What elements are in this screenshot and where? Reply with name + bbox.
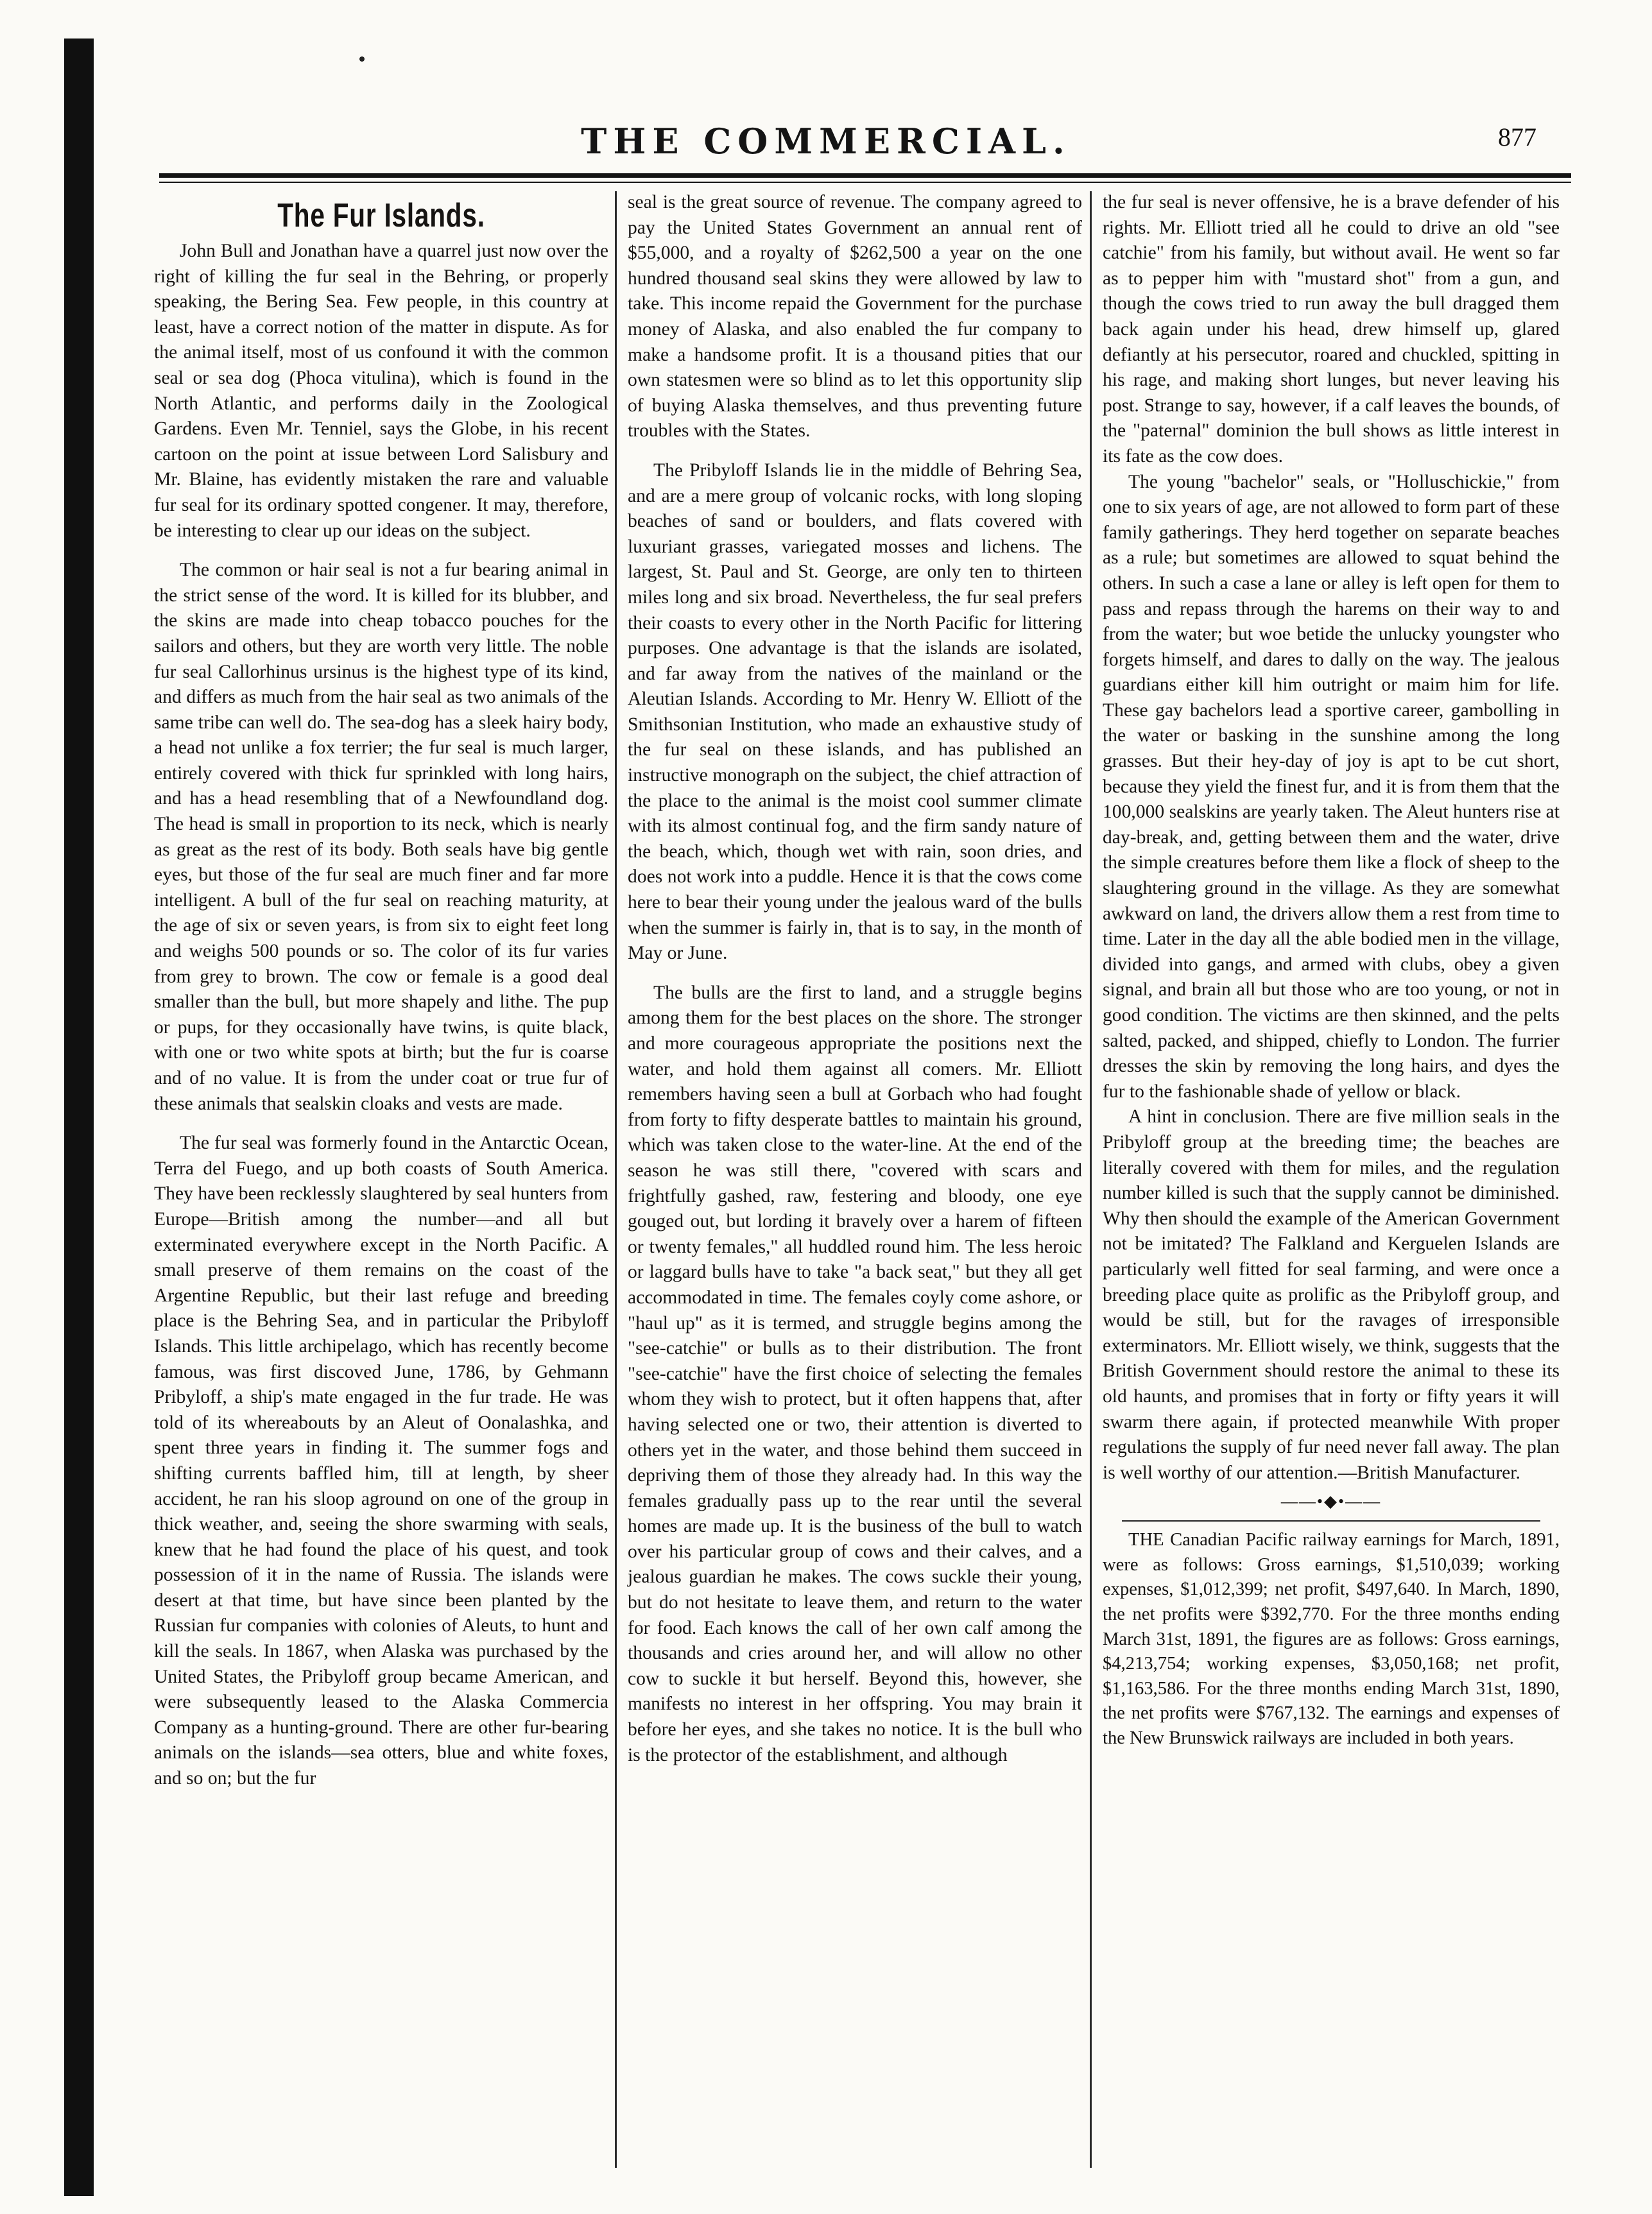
paragraph: John Bull and Jonathan have a quarrel just now over the right of killing the fur seal in the Behring, or properly speaking, the Bering Sea. Few people, in this country at least, have a correct notion of the matter in dispute. As for the animal itself, most of us confound it with the common seal or sea dog (Phoca vitulina), which is found in the North Atlantic, and performs daily in the Zoological Gardens. Even Mr. Tenniel, says the Globe, in his recent cartoon on the point at issue between Lord Salisbury and Mr. Blaine, has evidently mistaken the rare and valuable fur seal for its ordinary spotted congener. It may, therefore, be interesting to clear up our ideas on the subject.: [154, 241, 608, 541]
scan-speck: [359, 56, 365, 62]
paragraph: The common or hair seal is not a fur bearing animal in the strict sense of the word. It is killed for its blubber, and the skins are made into cheap tobacco pouches for the sailors and others, but they are worth very little. The noble fur seal Callorhinus ursinus is the highest type of its kind, and differs as much from the hair seal as two animals of the same tribe can well do. The sea-dog has a sleek hairy body, a head not unlike a fox terrier; the fur seal is much larger, entirely covered with thick fur sprinkled with long hairs, and has a head resembling that of a Newfoundland dog. The head is small in proportion to its neck, which is nearly as great as the rest of its body. Both seals have big gentle eyes, but those of the fur seal are much finer and far more intelligent. A bull of the fur seal on reaching maturity, at the age of six or seven years, is from six to eight feet long and weighs 500 pounds or so. The color of its fur varies from grey to brown. The cow or female is a good deal smaller than the bull, but more shapely and lithe. The pup or pups, for they occasionally have twins, is quite black, with one or two white spots at birth; but the fur is coarse and of no value. It is from the under coat or true fur of these animals that sealskin cloaks and vests are made.: [154, 560, 608, 1114]
column-3: [1103, 190, 1560, 1751]
header-rule-thick: [159, 173, 1571, 178]
page-number: 877: [1498, 123, 1536, 151]
paragraph: The Pribyloff Islands lie in the middle of Behring Sea, and are a mere group of volcanic rocks, with long sloping beaches of sand or boulders, and flats covered with luxuriant grasses, variegated mosses and lichens. The largest, St. Paul and St. George, are only ten to thirteen miles long and six broad. Nevertheless, the fur seal prefers their coasts to every other in the North Pacific for littering purposes. One advantage is that the islands are isolated, and far away from the natives of the mainland or the Aleutian Islands. According to Mr. Henry W. Elliott of the Smithsonian Institution, who made an exhaustive study of the fur seal on these islands, and has published an instructive monograph on the subject, the chief attraction of the place to the animal is the moist cool summer climate with its almost continual fog, and the firm sandy nature of the beach, which, though wet with rain, soon dries, and does not work into a puddle. Hence it is that the cows come here to bear their young under the jealous ward of the bulls when the summer is fairly in, that is to say, in the month of May or June.: [628, 459, 1082, 964]
paragraph: THE Canadian Pacific railway earnings for March, 1891, were as follows: Gross earnings, $1,510,039; working expenses, $1,012,399; net profit, $497,640. In March, 1890, the net profits were $392,770. For the three months ending March 31st, 1891, the figures are as follows: Gross earnings, $4,213,754; working expenses, $3,050,168; net profit, $1,163,586. For the three months ending March 31st, 1890, the net profits were $767,132. The earnings and expenses of the New Brunswick railways are included in both years.: [1103, 1530, 1560, 1749]
section-ornament: ——•◆•——: [1280, 1492, 1382, 1511]
column-divider-1: [615, 191, 617, 2168]
section-rule: [1122, 1520, 1540, 1522]
paragraph: The fur seal was formerly found in the Antarctic Ocean, Terra del Fuego, and up both coasts of South America. They have been recklessly slaughtered by seal hunters from Europe—British among the number—and all but exterminated everywhere except in the North Pacific. A small preserve of them remains on the coast of the Argentine Republic, but their last refuge and breeding place is the Behring Sea, and in particular the Pribyloff Islands. This little archipelago, which has recently become famous, was first discoved June, 1786, by Gehmann Pribyloff, a ship's mate engaged in the fur trade. He was told of its whereabouts by an Aleut of Oonalashka, and spent three years in finding it. The summer fogs and shifting currents baffled him, till at length, by sheer accident, he ran his sloop aground on one of the group in thick weather, and, seeing the shore swarming with seals, knew that he had found the place of his quest, and took possession of it in the name of Russia. The islands were desert at that time, but have since been planted by the Russian fur companies with colonies of Aleuts, to hunt and kill the seals. In 1867, when Alaska was purchased by the United States, the Pribyloff group became American, and were subsequently leased to the Alaska Commercia Company as a hunting-ground. There are other fur-bearing animals on the islands—sea otters, blue and white foxes, and so on; but the fur: [154, 1133, 608, 1789]
scan-edge-bar: [64, 39, 94, 2196]
article-headline: The Fur Islands.: [277, 197, 485, 234]
header-rule-thin: [159, 182, 1571, 183]
paragraph: The young "bachelor" seals, or "Holluschickie," from one to six years of age, are not allowed to form part of these family gatherings. They herd together on separate beaches as a rule; but sometimes are allowed to squat behind the others. In such a case a lane or alley is left open for them to pass and repass through the harems on their way to and from the water; but woe betide the unlucky youngster who forgets himself, and dares to dally on the way. The jealous guardians either kill him outright or maim him for life. These gay bachelors lead a sportive career, gambolling in the water or basking in the sunshine among the long grasses. But their hey-day of joy is apt to be cut short, because they yield the finest fur, and it is from them that the 100,000 sealskins are yearly taken. The Aleut hunters rise at day-break, and, getting between them and the water, drive the simple creatures before them like a flock of sheep to the slaughtering ground in the village. As they are somewhat awkward on land, the drivers allow them a rest from time to time. Later in the day all the able bodied men in the village, divided into gangs, and armed with clubs, obey a given signal, and brain all but those who are too young, or not in good condition. The victims are then skinned, and the pelts salted, packed, and shipped, chiefly to London. The furrier dresses the skin by removing the long hairs, and dyes the fur to the fashionable shade of yellow or black.: [1103, 471, 1560, 1102]
paragraph: A hint in conclusion. There are five million seals in the Pribyloff group at the breeding time; the beaches are literally covered with them for miles, and the regulation number killed is such that the supply cannot be diminished. Why then should the example of the American Government not be imitated? The Falkland and Kerguelen Islands are particularly well fitted for seal farming, and were once a breeding place quite as prolific as the Pribyloff group, and would be still, but for the ravages of irresponsible exterminators. Mr. Elliott wisely, we think, suggests that the British Government should restore the animal to these its old haunts, and promises that in forty or fifty years it will swarm there again, if protected meanwhile With proper regulations the supply of fur need never fall away. The plan is well worthy of our attention.—British Manufacturer.: [1103, 1106, 1560, 1483]
column-1: [154, 190, 608, 1792]
masthead: THE COMMERCIAL.: [581, 121, 1071, 162]
paragraph: the fur seal is never offensive, he is a brave defender of his rights. Mr. Elliott tried all he could to drive an old "see catchie" from his family, but without avail. He went so far as to pepper him with "mustard shot" from a gun, and though the cows tried to run away the bull dragged them back again under his head, drew himself up, glared defiantly at his persecutor, roared and chuckled, spitting in his rage, and making short lunges, but never leaving his post. Strange to say, however, if a calf leaves the bounds, of the "paternal" dominion the bull shows as little interest in its fate as the cow does.: [1103, 192, 1560, 467]
paragraph: The bulls are the first to land, and a struggle begins among them for the best places on the shore. The stronger and more courageous appropriate the positions next the water, and hold them against all comers. Mr. Elliott remembers having seen a bull at Gorbach who had fought from forty to fifty desperate battles to maintain his ground, which was taken close to the water-line. At the end of the season he was still there, "covered with scars and frightfully gashed, raw, festering and bloody, one eye gouged out, but lording it bravely over a harem of fifteen or twenty females," all huddled round him. The less heroic or laggard bulls have to take "a back seat," but they all get accommodated in time. The females coyly come ashore, or "haul up" as it is termed, and struggle begins among the "see-catchie" or bulls as to their distribution. The front "see-catchie" have the first choice of selecting the females whom they wish to protect, but it often happens that, after having selected one or two, their attention is diverted to others yet in the water, and those behind them succeed in depriving them of those they already had. In this way the females gradually pass up to the rear until the several homes are made up. It is the business of the bull to watch over his particular group of cows and their calves, and a jealous guardian he makes. The cows suckle their young, but do not hesitate to leave them, and return to the water for food. Each knows the call of her own calf among the thousands and cries around her, and will allow no other cow to suckle it but herself. Beyond this, however, she manifests no interest in her offspring. You may brain it before her eyes, and she takes no notice. It is the bull who is the protector of the establishment, and although: [628, 982, 1082, 1765]
paragraph: seal is the great source of revenue. The company agreed to pay the United States Government an annual rent of $55,000, and a royalty of $262,500 a year on the one hundred thousand seal skins they were allowed by law to take. This income repaid the Government for the purchase money of Alaska, and also enabled the fur company to make a handsome profit. It is a thousand pities that our own statesmen were so blind as to let this opportunity slip of buying Alaska themselves, and thus preventing future troubles with the States.: [628, 192, 1082, 442]
column-divider-2: [1090, 191, 1092, 2168]
column-2: [628, 190, 1082, 1768]
